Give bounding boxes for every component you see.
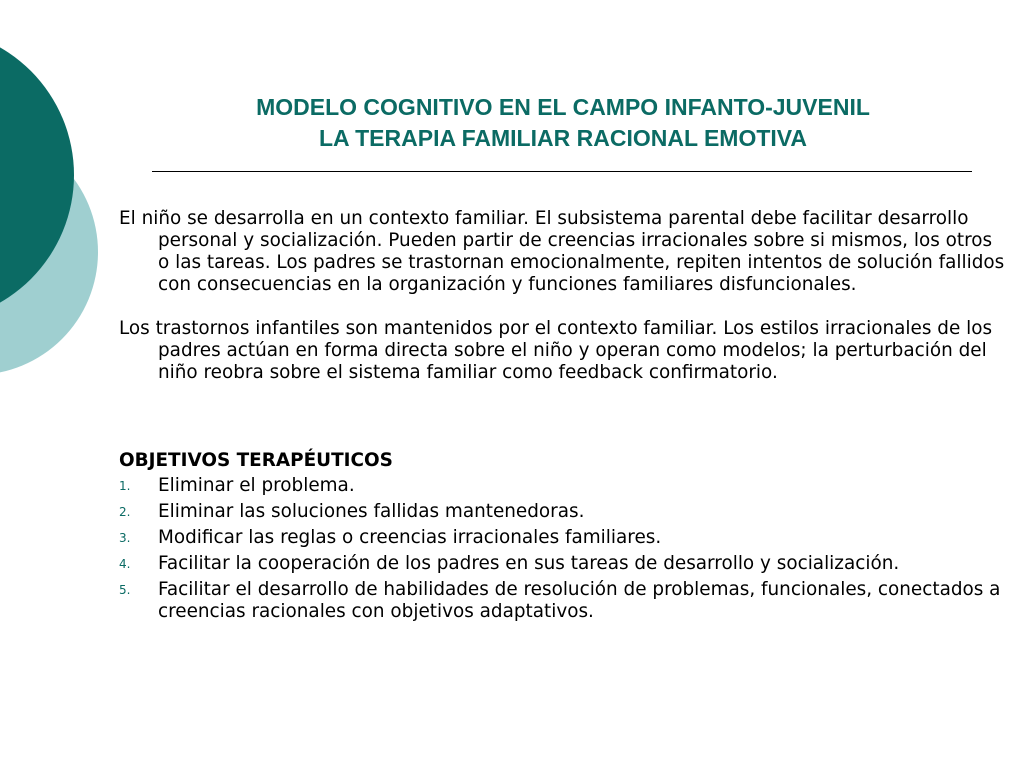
list-item-text: Eliminar el problema.: [158, 475, 355, 496]
paragraph-2: Los trastornos infantiles son mantenidos por el contexto familiar. Los estilos irracionales de los padres actúan en forma directa sobre el niño y operan como modelos; la perturbación del niño reobra sobre el sistema familiar como feedback confirmatorio.: [119, 318, 993, 383]
paragraph-1: El niño se desarrolla en un contexto familiar. El subsistema parental debe facilitar desarrollo personal y socialización. Pueden partir de creencias irracionales sobre si mismos, los otros o las tareas. Los padres se trastornan emocionalmente, repiten intentos de solución fallidos con consecuencias en la organización y funciones familiares disfuncionales.: [119, 208, 1005, 295]
list-item: [119, 553, 1009, 575]
list-number: 4.: [119, 557, 131, 571]
list-item-text: Modificar las reglas o creencias irracionales familiares.: [158, 527, 662, 548]
list-item: [119, 527, 1009, 549]
list-number: 3.: [119, 531, 131, 545]
list-item-text: Facilitar el desarrollo de habilidades de resolución de problemas, funcionales, conectados a creencias racionales con objetivos adaptativos.: [158, 579, 1001, 622]
slide-body: [119, 208, 1009, 623]
title-line-2: LA TERAPIA FAMILIAR RACIONAL EMOTIVA: [318, 125, 808, 151]
list-number: 2.: [119, 505, 131, 519]
objectives-list: [119, 475, 1009, 623]
list-number: 5.: [119, 583, 131, 597]
list-item: [119, 579, 1009, 623]
objectives-heading: OBJETIVOS TERAPÉUTICOS: [119, 450, 393, 471]
list-item-text: Eliminar las soluciones fallidas mantenedoras.: [158, 501, 585, 522]
list-item: [119, 475, 1009, 497]
decorative-circles: [0, 0, 110, 420]
title-line-1: MODELO COGNITIVO EN EL CAMPO INFANTO-JUVENIL: [256, 94, 870, 120]
slide-title: [150, 92, 976, 154]
title-divider: [152, 171, 972, 172]
list-item: [119, 501, 1009, 523]
list-number: 1.: [119, 479, 131, 493]
list-item-text: Facilitar la cooperación de los padres en sus tareas de desarrollo y socialización.: [158, 553, 900, 574]
